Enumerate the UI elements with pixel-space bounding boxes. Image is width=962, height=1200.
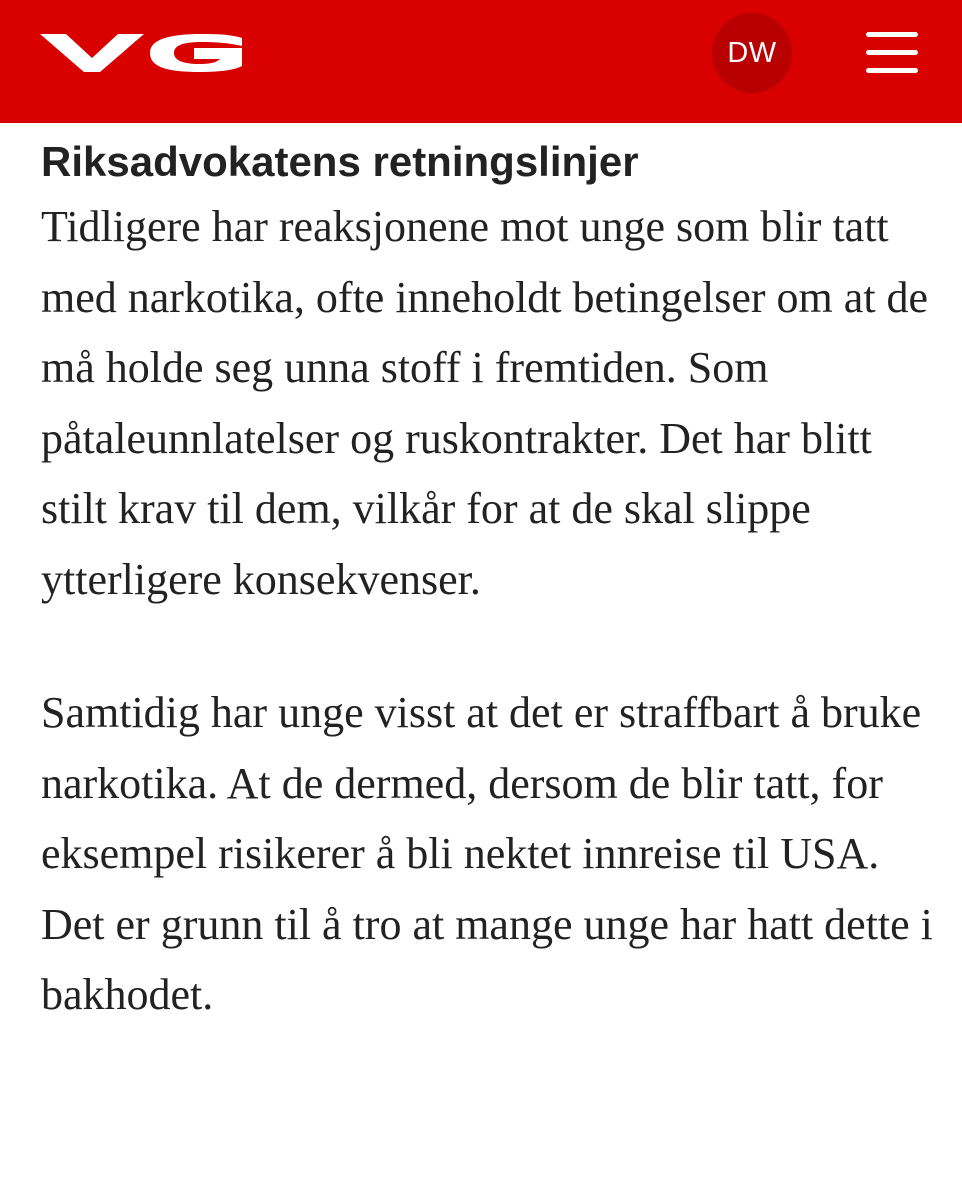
user-avatar[interactable]: DW xyxy=(712,13,792,93)
vg-logo[interactable] xyxy=(40,32,242,74)
article-paragraph: Tidligere har reaksjonene mot unge som blir tatt med narkotika, ofte inneholdt betingelser om at de må holde seg unna stoff i fremtiden. Som påtaleunnlatelser og ruskontrakter. Det har blitt stilt krav til dem, vilkår for at de skal slippe ytterligere konsekvenser. xyxy=(41,202,929,604)
section-heading: Riksadvokatens retningslinjer xyxy=(41,138,639,185)
menu-button[interactable] xyxy=(866,32,918,74)
site-header xyxy=(0,0,962,123)
article-body xyxy=(41,134,941,1031)
article-paragraph: Samtidig har unge visst at det er straffbart å bruke narkotika. At de dermed, dersom de blir tatt, for eksempel risikerer å bli nektet innreise til USA. Det er grunn til å tro at mange unge har hatt dette i bakhodet. xyxy=(41,688,933,1019)
hamburger-menu-icon xyxy=(866,32,918,37)
